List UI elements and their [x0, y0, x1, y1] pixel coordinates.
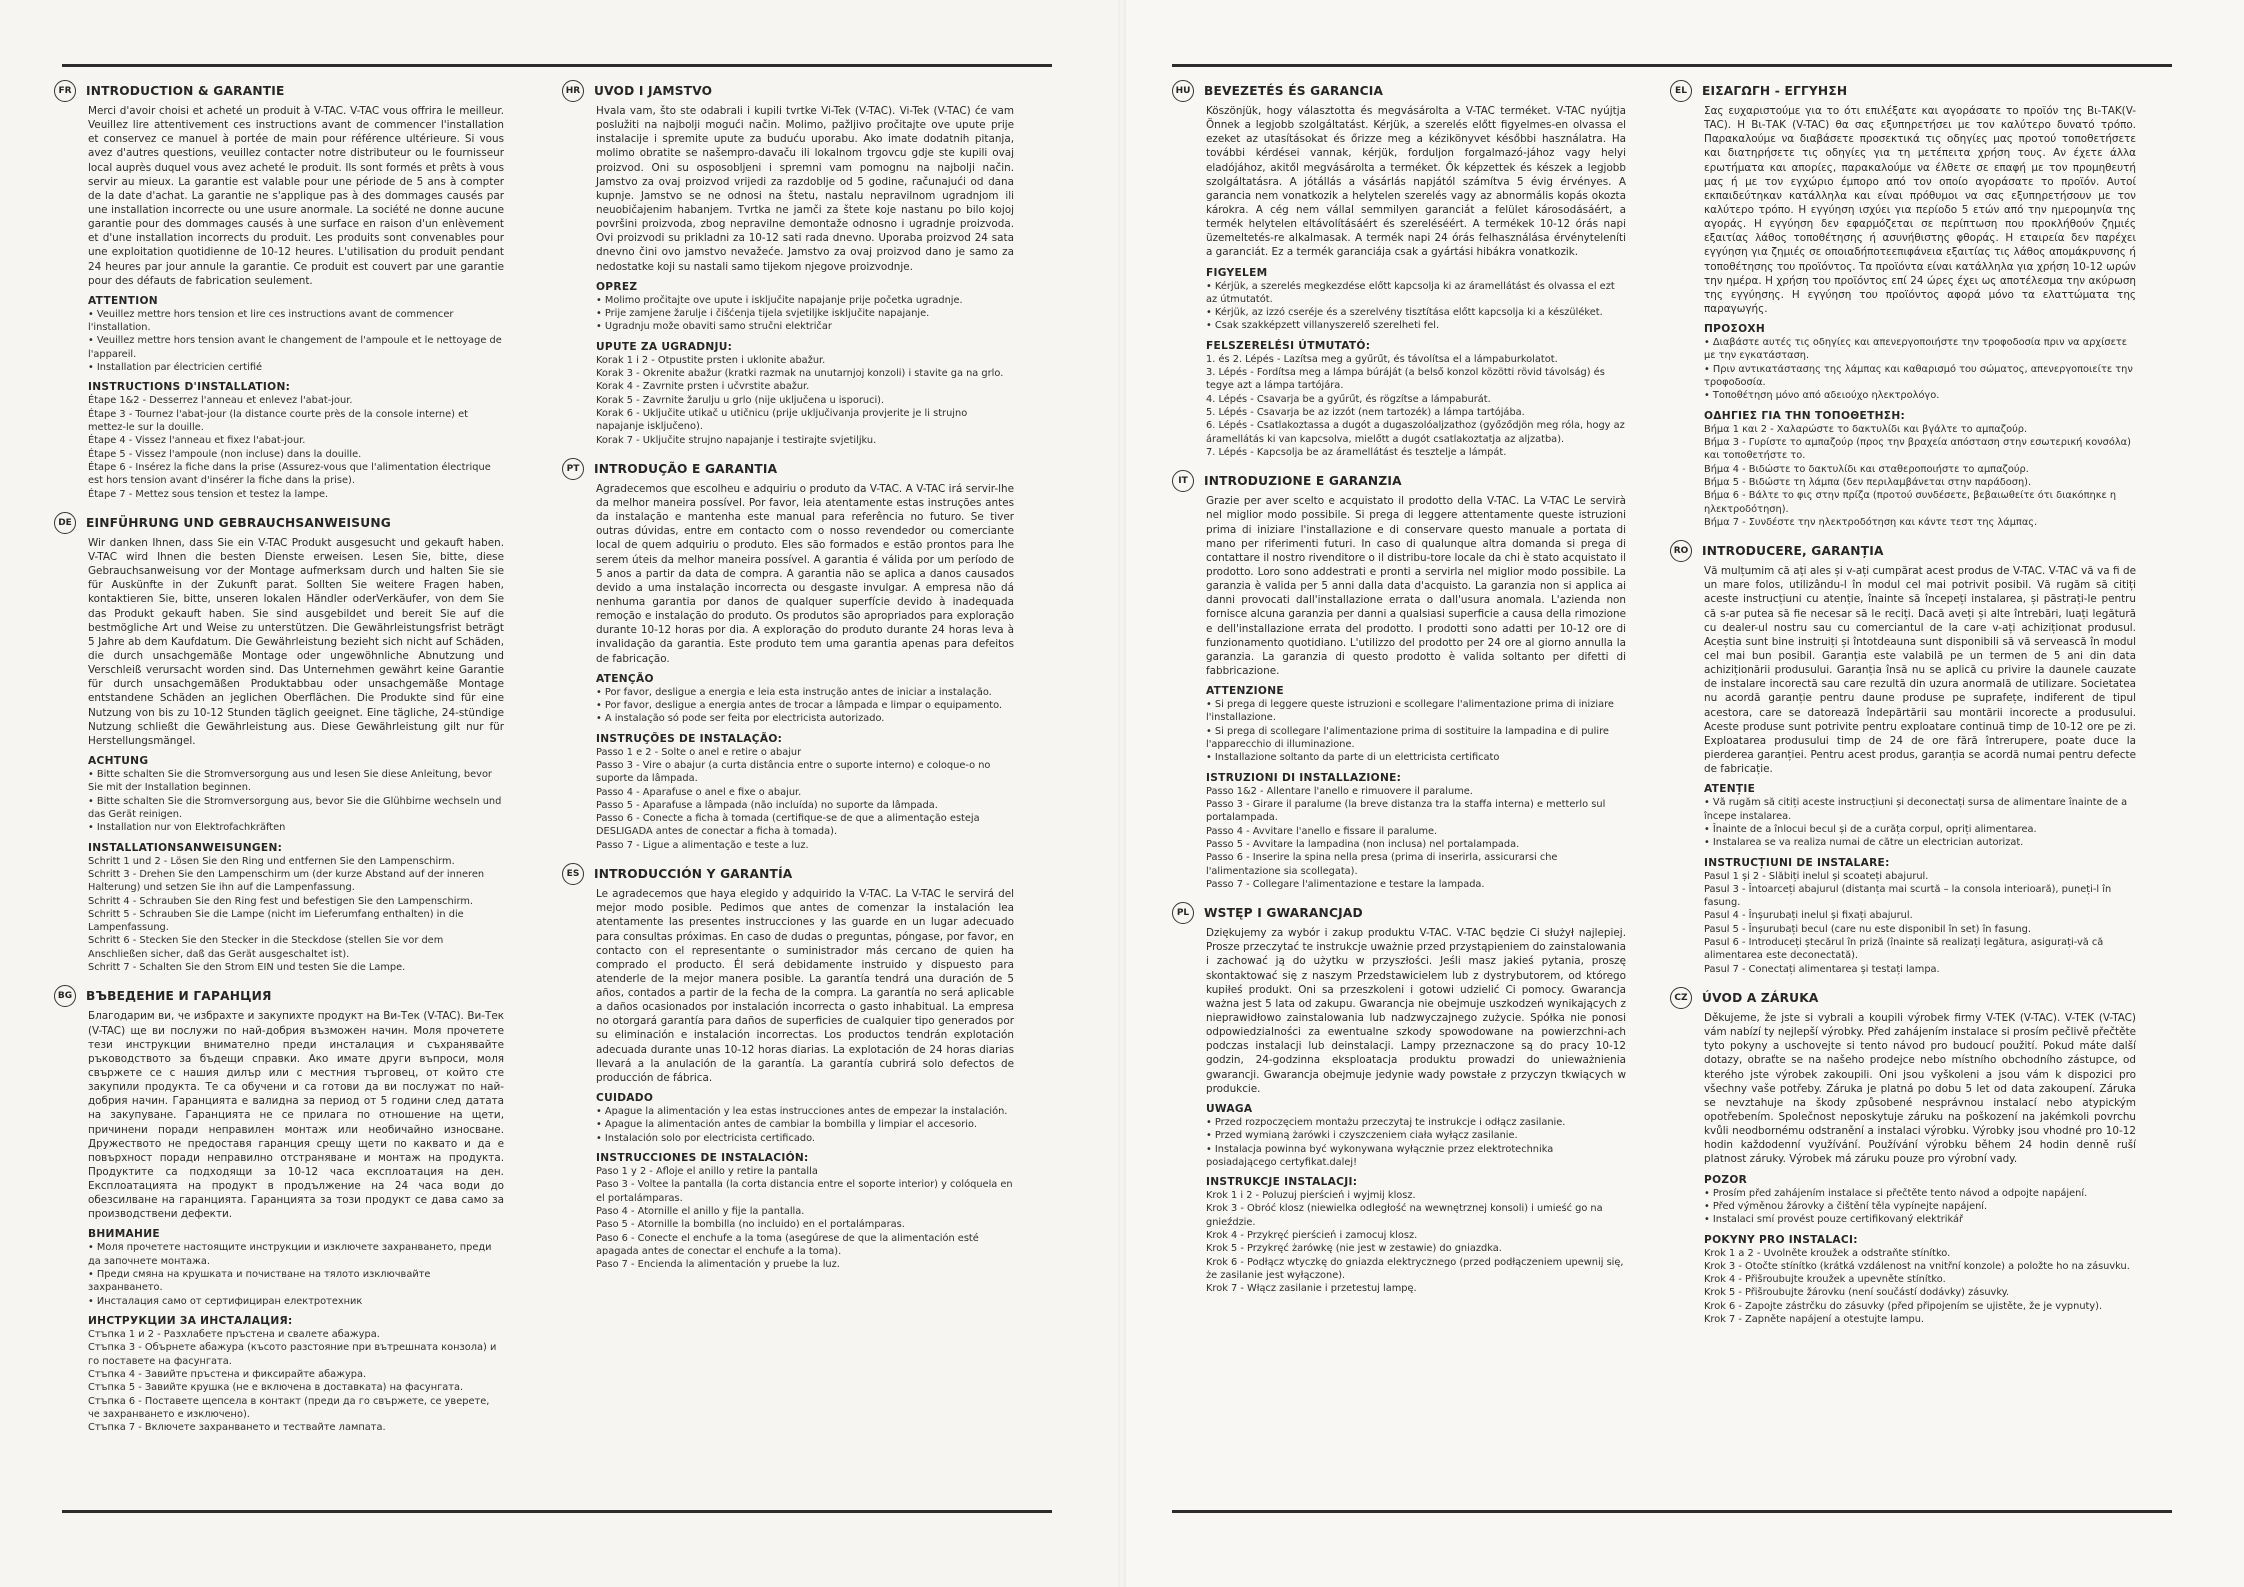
step-item: 6. Lépés - Csatlakoztassa a dugót a dugaszolóaljzathoz (győződjön meg róla, hogy az áramellátás ki van kapcsolva, mielőtt a dugót csatlakoztatja az aljzatba). — [1206, 420, 1625, 445]
step-item: Krok 7 - Włącz zasilanie i przetestuj lampę. — [1206, 1283, 1417, 1295]
step-item: Étape 3 - Tournez l'abat-jour (la distance courte près de la console interne) et mettez-le sur la douille. — [88, 408, 468, 434]
caution-item: • Apague la alimentación y lea estas instrucciones antes de empezar la instalación. — [596, 1106, 1008, 1118]
steps-title: INSTRUCCIONES DE INSTALACIÓN: — [596, 1151, 809, 1164]
step-item: Korak 7 - Uključite strujno napajanje i testirajte svjetiljku. — [596, 434, 877, 446]
caution-item: • Instalación solo por electricista certificado. — [596, 1132, 816, 1144]
step-item: Korak 6 - Uključite utikač u utičnicu (prije uključivanja provjerite je li strujno napajanje isključeno). — [596, 407, 968, 433]
step-item: Passo 4 - Avvitare l'anello e fissare il paralume. — [1206, 825, 1438, 837]
section-title: UVOD I JAMSTVO — [594, 84, 713, 98]
caution-item: • Molimo pročitajte ove upute i isključite napajanje prije početka ugradnje. — [596, 294, 963, 306]
caution-item: • Bitte schalten Sie die Stromversorgung aus, bevor Sie die Glühbirne wechseln und das Gerät reinigen. — [88, 795, 502, 820]
section-de — [58, 512, 504, 974]
caution-title: OPREZ — [596, 280, 638, 293]
step-item: 3. Lépés - Fordítsa meg a lámpa búráját (a belső konzol közötti rövid távolság) és tegye azt a lámpa tartójára. — [1206, 367, 1605, 392]
step-item: Passo 5 - Aparafuse a lâmpada (não incluída) no suporte da lâmpada. — [596, 799, 938, 811]
flag-badge-ro: RO — [1670, 540, 1692, 562]
flag-badge-pl: PL — [1172, 902, 1194, 924]
steps-title: ΟΔΗΓΙΕΣ ΓΙΑ ΤΗΝ ΤΟΠΟΘΕΤΗΣΗ: — [1704, 409, 1906, 422]
caution-item: • Installation par électricien certifié — [88, 362, 263, 374]
caution-title: ΠΡΟΣΟΧΗ — [1704, 323, 1766, 336]
section-el — [1675, 80, 2136, 529]
step-item: Schritt 1 und 2 - Lösen Sie den Ring und entfernen Sie den Lampenschirm. — [88, 855, 455, 867]
caution-item: • Prije zamjene žarulje i čišćenja tijela svjetiljke isključite napajanje. — [596, 308, 930, 319]
section-body: Wir danken Ihnen, dass Sie ein V-TAC Produkt ausgesucht und gekauft haben. V-TAC wird Ihnen die besten Dienste erweisen. Lesen Sie, bitte, diese Gebrauchsanweisung vor der Montage aufmerksam durch und halten Sie sie für Auskünfte in der Zukunft parat. Sollten Sie weitere Fragen haben, kontaktieren Sie, bitte, unseren lokalen Händler oderVerkäufer, von dem Sie das Produkt gekauft haben. Sie sind ausgebildet und bereit Sie auf die bestmögliche Art und Weise zu unterstützen. Die Gewährleistungsfrist beträgt 5 Jahre ab dem Kaufdatum. Die Gewährleistung bezieht sich nicht auf Schäden, die durch unsachgemäße Montage oder ungewöhnliche Abnutzung und Verschleiß verursacht worden sind. Das Unternehmen gewährt keine Garantie für durch unsachgemäßen Produktabbau oder unsachgemäße Montage entstandene Schäden an jeglichen Oberflächen. Die Produkte sind für eine Nutzung von bis zu 10-12 Stunden täglich geeignet. Eine tägliche, 24-stündige Nutzung schließt die Gewährleistung aus. Diese Gewährleistung gilt nur für Herstellungsmängel. — [88, 536, 504, 747]
section-body: Vă mulțumim că ați ales și v-ați cumpărat acest produs de V-TAC. V-TAC vă va fi de un mare folos, utilizându-l în modul cel mai potrivit posibil. Vă rugăm să citiți aceste instrucțiuni cu atenție, înainte să începeți instalarea, și păstrați-le pentru că s-ar putea să fie necesar să le reciți. Dacă aveți și alte întrebări, luați legătură cu dealer-ul nostru sau cu comerciantul de la care v-ați achiziționat produsul. Aceștia sunt bine instruiți și întotdeauna sunt disponibili să vă servească în modul cel mai bun posibil. Garanția este valabilă pe un termen de 5 ani din data achiziționării produsului. Garanția însă nu se aplică cu privire la daunele cauzate de instalare incorectă sau care rezultă din uzura anormală de utilizare. Societatea nu acordă garanție pentru daune produse pe suprafețe, indiferent de tipul acestora, care se datorează îndepărtării sau montării incorecte a produsului. Aceste produse sunt potrivite pentru exploatare continuă timp de 10-12 ore pe zi. Exploatarea produsului timp de 24 de ore fără întrerupere, poate duce la pierderea garanției. Pentru acest produs, garanția se acordă numai pentru defecte de fabricație. — [1704, 565, 2136, 776]
step-item: Paso 3 - Voltee la pantalla (la corta distancia entre el soporte interior) y colóquela en el portalámparas. — [596, 1179, 1013, 1204]
step-item: Krok 1 a 2 - Uvolněte kroužek a odstraňte stínítko. — [1704, 1247, 1951, 1259]
step-item: Étape 1&2 - Desserrez l'anneau et enlevez l'abat-jour. — [88, 395, 353, 407]
step-item: Стъпка 7 - Включете захранването и тествайте лампата. — [88, 1422, 386, 1434]
step-item: 1. és 2. Lépés - Lazítsa meg a gyűrűt, és távolítsa el a lámpaburkolatot. — [1206, 353, 1558, 365]
column-1 — [57, 80, 504, 1505]
section-title: ÚVOD A ZÁRUKA — [1702, 991, 1819, 1006]
section-hr — [565, 80, 1014, 447]
section-body: Grazie per aver scelto e acquistato il prodotto della V-TAC. La V-TAC Le servirà nel miglior modo possibile. Si prega di leggere attentamente queste istruzioni prima di iniziare l'installazione e di conservare questo manuale a portata di mano per riferimenti futuri. In caso di qualunque altra domanda si prega di contattare il nostro rivenditore o il distribu-tore locale da chi è stato acquistato il prodotto. Loro sono addestrati e pronti a servirla nel miglior modo possibile. La garanzia è valida per 5 anni dalla data d'acquisto. La garanzia non si applica ai danni provocati dall'installazione errata o dall'usura anomala. L'azienda non fornisce alcuna garanzia per danni a qualsiasi superficie a causa della rimozione e dell'installazione errata del prodotto. I prodotti sono adatti per 10-12 ore di funzionamento quotidiano. L'utilizzo del prodotto per 24 ore al giorno annulla la garanzia. La garanzia di questo prodotto è valida soltanto per difetti di fabbricazione. — [1206, 495, 1626, 677]
flag-badge-hr: HR — [562, 80, 584, 102]
section-ro — [1673, 540, 2136, 976]
step-item: Passo 5 - Avvitare la lampadina (non inclusa) nel portalampada. — [1206, 838, 1520, 850]
column-3 — [1175, 80, 1626, 1505]
caution-item: • Apague la alimentación antes de cambiar la bombilla y limpiar el accesorio. — [596, 1119, 977, 1131]
caution-item: • Διαβάστε αυτές τις οδηγίες και απενεργοποιήστε την τροφοδοσία πριν να αρχίσετε με την εγκατάσταση. — [1704, 337, 2128, 362]
step-item: Schritt 4 - Schrauben Sie den Ring fest und befestigen Sie den Lampenschirm. — [88, 895, 473, 907]
caution-item: • Τοποθέτηση μόνο από αδειούχο ηλεκτρολόγο. — [1704, 390, 1940, 402]
caution-item: • Por favor, desligue a energia e leia esta instrução antes de iniciar a instalação. — [596, 686, 992, 698]
flag-badge-hu: HU — [1172, 80, 1194, 102]
steps-title: INSTRUKCJE INSTALACJI: — [1206, 1176, 1358, 1189]
section-title: INTRODUZIONE E GARANZIA — [1204, 474, 1402, 489]
bottom-rule-right — [1172, 1510, 2172, 1513]
caution-item: • Ugradnju može obaviti samo stručni električar — [596, 321, 832, 333]
flag-badge-el: EL — [1670, 80, 1692, 102]
step-item: Krok 3 - Obróć klosz (niewielka odległość na wewnętrznej konsoli) i umieść go na gnieździe. — [1206, 1203, 1603, 1228]
section-title: INTRODUÇÃO E GARANTIA — [594, 461, 778, 476]
caution-item: • Veuillez mettre hors tension avant le changement de l'ampoule et le nettoyage de l'appareil. — [88, 335, 502, 360]
caution-title: ATTENTION — [88, 294, 158, 307]
steps-title: ISTRUZIONI DI INSTALLAZIONE: — [1206, 771, 1402, 784]
caution-item: • Моля прочетете настоящите инструкции и изключете захранването, преди да започнете монтажа. — [88, 1242, 492, 1267]
section-title: INTRODUCCIÓN Y GARANTÍA — [594, 867, 793, 882]
step-item: Schritt 7 - Schalten Sie den Strom EIN und testen Sie die Lampe. — [88, 962, 406, 974]
section-title: INTRODUCTION & GARANTIE — [86, 84, 285, 98]
step-item: Paso 4 - Atornille el anillo y fije la pantalla. — [596, 1205, 805, 1217]
step-item: Passo 4 - Aparafuse o anel e fixe o abajur. — [596, 786, 802, 798]
step-item: Krok 5 - Přišroubujte žárovku (není součástí dodávky) zásuvky. — [1704, 1287, 2010, 1299]
caution-item: • Veuillez mettre hors tension et lire ces instructions avant de commencer l'installation. — [88, 308, 454, 334]
section-body: Merci d'avoir choisi et acheté un produit à V-TAC. V-TAC vous offrira le meilleur. Veuillez lire attentivement ces instructions avant de commencer l'installation et conservez ce manuel à portée de main pour référence ultérieure. Si vous avez d'autres questions, veuillez contacter notre distributeur ou le fournisseur local auprès duquel vous avez acheté le produit. Ils sont formés et prêts à vous servir au mieux. La garantie est valable pour une période de 5 ans à compter de la date d'achat. La garantie ne s'applique pas à des dommages causés par une installation incorrecte ou une usure anormale. La société ne donne aucune garantie pour des dommages causés à une surface en raison d'un enlèvement et d'une installation incorrects du produit. Les produits sont convenables pour une exploitation quotidienne de 10-12 heures. L'utilisation du produit pendant 24 heures par jour annule la garantie. Ce produit est couvert par une garantie pour des défauts de fabrication seulement. — [88, 105, 504, 287]
column-2 — [565, 80, 1014, 1505]
caution-item: • Installation nur von Elektrofachkräften — [88, 822, 286, 834]
flag-badge-es: ES — [562, 863, 584, 885]
steps-title: ИНСТРУКЦИИ ЗА ИНСТАЛАЦИЯ: — [88, 1315, 293, 1328]
step-item: Étape 6 - Insérez la fiche dans la prise (Assurez-vous que l'alimentation électrique est hors tension avant d'insérer la fiche dans la prise). — [88, 461, 491, 487]
caution-title: POZOR — [1704, 1173, 1748, 1186]
step-item: Paso 5 - Atornille la bombilla (no incluido) en el portalámparas. — [596, 1219, 905, 1231]
step-item: Стъпка 3 - Обърнете абажура (късото разстояние при вътрешната конзола) и го поставете на фасунгата. — [88, 1342, 497, 1367]
flag-badge-it: IT — [1172, 470, 1194, 492]
flag-badge-fr: FR — [54, 80, 76, 102]
section-body: Dziękujemy za wybór i zakup produktu V-TAC. V-TAC będzie Ci służył najlepiej. Prosze przeczytać te instrukcje uważnie przed przystąpieniem do zainstalowania i zachować ją do użytku w przyszłości. Jeśli masz jakieś pytania, proszę skontaktować się z naszym Przedstawicielem lub z dystrybutorem, od którego kupiłeś produkt. Oni sa przeszkoleni i gotowi udzielić Ci pomocy. Gwarancja ważna jest 5 lata od zakupu. Gwarancja nie obejmuje uszkodzeń wynikających z nieprawidłowo zainstalowania lub nadzwyczajnego zużycie. Spółka nie ponosi odpowiedzialności za ewentualne szkody spowodowane na powierzchni-ach podczas instalacji lub deinstalacji. Lampy przeznaczone są do pracy 10-12 godzin, 24-godzinna eksploatacja produktu prowadzi do unieważnienia gwarancji. Gwarancja obejmuje jedynie wady powstałe z przyczyn tkwiących w produkcie. — [1206, 927, 1626, 1095]
step-item: Pasul 1 și 2 - Slăbiți inelul și scoateți abajurul. — [1704, 870, 1929, 882]
caution-item: • Πριν αντικατάστασης της λάμπας και καθαρισμό του σώματος, απενεργοποιείτε την τροφοδοσία. — [1704, 363, 2133, 389]
caution-item: • Před výměnou žárovky a čištění těla vypínejte napájení. — [1704, 1200, 1988, 1212]
section-title: WSTĘP I GWARANCJAD — [1204, 906, 1363, 921]
section-title: EINFÜHRUNG UND GEBRAUCHSANWEISUNG — [86, 515, 391, 530]
step-item: 4. Lépés - Csavarja be a gyűrűt, és rögzítse a lámpaburát. — [1206, 393, 1491, 405]
section-body: Le agradecemos que haya elegido y adquirido la V-TAC. La V-TAC le servirá del mejor modo posible. Pedimos que antes de comenzar la instalación lea atentamente las presentes instrucciones y las guarde en un lugar adecuado para consultas próximas. En caso de dudas o preguntas, póngase, por favor, en contacto con el representante o suministrador más cercano de quien ha comprado el producto. Él será debidamente instruido y dispuesto para atenderle de la mejor manera posible. La garantía tendrá una duración de 5 años, contados a partir de la fecha de la compra. La garantía no será aplicable a daños ocasionados por instalación incorrecta o gasto inhabitual. La empresa no otorgará garantía para daños de superficies de cualquier tipo generados por su eliminación e instalación incorrectas. Los productos tendrán explotación adecuada durante unas 10-12 horas diarias. La explotación de 24 horas diarias llevará a la anulación de la garantía. La garantía cubrirá solo defectos de producción de fábrica. — [596, 888, 1014, 1084]
caution-item: • Bitte schalten Sie die Stromversorgung aus und lesen Sie diese Anleitung, bevor Sie mit der Installation beginnen. — [88, 769, 492, 794]
step-item: Paso 7 - Encienda la alimentación y pruebe la luz. — [596, 1259, 840, 1271]
step-item: 7. Lépés - Kapcsolja be az áramellátást és tesztelje a lámpát. — [1206, 446, 1507, 458]
step-item: Passo 6 - Inserire la spina nella presa (prima di inserirla, assicurarsi che l'alimentazione sia scollegata). — [1206, 852, 1558, 877]
center-fold — [1118, 0, 1126, 1587]
step-item: Passo 1 e 2 - Solte o anel e retire o abajur — [596, 746, 802, 758]
section-title: ΕΙΣΑΓΩΓΗ - ΕΓΓΥΗΣΗ — [1702, 84, 1848, 98]
caution-title: CUIDADO — [596, 1092, 654, 1105]
steps-title: FELSZERELÉSI ÚTMUTATÓ: — [1206, 339, 1371, 352]
step-item: Passo 1&2 - Allentare l'anello e rimuovere il paralume. — [1206, 785, 1473, 797]
step-item: Passo 6 - Conecte a ficha à tomada (certifique-se de que a alimentação esteja DESLIGADA antes de conectar a ficha à tomada). — [596, 813, 980, 838]
step-item: Krok 4 - Przykręć pierścień i zamocuj klosz. — [1206, 1230, 1418, 1242]
flag-badge-de: DE — [54, 512, 76, 534]
caution-item: • Si prega di leggere queste istruzioni e scollegare l'alimentazione prima di iniziare l'installazione. — [1206, 699, 1614, 724]
step-item: Krok 1 i 2 - Poluzuj pierścień i wyjmij klosz. — [1206, 1190, 1416, 1202]
steps-title: INSTALLATIONSANWEISUNGEN: — [88, 841, 283, 854]
step-item: Krok 5 - Przykręć żarówkę (nie jest w zestawie) do gniazdka. — [1206, 1243, 1502, 1255]
flag-badge-pt: PT — [562, 458, 584, 480]
bottom-rule-left — [62, 1510, 1052, 1513]
caution-item: • Înainte de a înlocui becul și de a curăța corpul, opriți alimentarea. — [1704, 823, 2037, 835]
caution-item: • Przed wymianą żarówki i czyszczeniem ciała wyłącz zasilanie. — [1206, 1130, 1518, 1142]
caution-item: • Csak szakképzett villanyszerelő szerelheti fel. — [1206, 320, 1440, 332]
step-item: Βήμα 7 - Συνδέστε την ηλεκτροδότηση και κάντε τεστ της λάμπας. — [1704, 516, 2038, 528]
step-item: Korak 5 - Zavrnite žarulju u grlo (nije uključena u isporuci). — [596, 394, 885, 406]
step-item: Étape 5 - Vissez l'ampoule (non incluse) dans la douille. — [88, 448, 362, 460]
flag-badge-bg: BG — [54, 985, 76, 1007]
section-pt — [566, 458, 1014, 852]
caution-item: • Por favor, desligue a energia antes de trocar a lâmpada e limpar o equipamento. — [596, 699, 1003, 711]
section-bg — [57, 985, 504, 1434]
section-body: Köszönjük, hogy választotta és megvásárolta a V-TAC terméket. V-TAC nyújtja Önnek a legjobb szolgáltatást. Kérjük, a szerelés előtt figyelmes-en olvassa el ezeket az utasításokat és őrizze meg a kézikönyvet későbbi használatra. Ha további kérdései vannak, kérjük, forduljon forgalmazó-jához vagy helyi eladójához, akitől megvásárolta a terméket. Ők képzettek és készek a legjobb szolgáltatásra. A jótállás a vásárlás napjától számítva 5 évig érvényes. A garancia nem vonatkozik a helytelen szerelés vagy az abnormális kopás okozta károkra. A cég nem vállal semmilyen garanciát a felület károsodásáért, a termék helytelen eltávolításáért és szereléséért. A termékek 10-12 órás napi üzemeltetés-re alkalmasak. A termék napi 24 órás felhasználása érvényteleníti a garanciát. Ez a termék garanciája csak a gyártási hibákra vonatkozik. — [1206, 105, 1626, 259]
step-item: Passo 7 - Collegare l'alimentazione e testare la lampada. — [1206, 878, 1485, 890]
caution-item: • Instalacja powinna być wykonywana wyłącznie przez elektrotechnika posiadającego certyfikat.dalej! — [1206, 1143, 1554, 1168]
step-item: Paso 6 - Conecte el enchufe a la toma (asegúrese de que la alimentación esté apagada antes de conectar el enchufe a la toma). — [596, 1232, 979, 1257]
step-item: Стъпка 6 - Поставете щепсела в контакт (преди да го свържете, се уверете, че захранването е изключено). — [88, 1395, 490, 1420]
steps-title: INSTRUÇÕES DE INSTALAÇÃO: — [596, 732, 783, 745]
step-item: Стъпка 5 - Завийте крушка (не е включена в доставката) на фасунгата. — [88, 1382, 464, 1394]
step-item: Krok 3 - Otočte stínítko (krátká vzdálenost na vnitřní konzole) a položte ho na zásuvku. — [1704, 1260, 2130, 1272]
top-rule-left — [62, 64, 1052, 67]
step-item: Étape 4 - Vissez l'anneau et fixez l'abat-jour. — [88, 435, 306, 447]
section-fr — [58, 80, 504, 501]
step-item: Paso 1 y 2 - Afloje el anillo y retire la pantalla — [596, 1165, 818, 1177]
steps-title: INSTRUCTIONS D'INSTALLATION: — [88, 381, 291, 394]
caution-title: ATENÇÃO — [596, 672, 654, 685]
step-item: Krok 6 - Podłącz wtyczkę do gniazda elektrycznego (przed podłączeniem upewnij się, że zasilanie jest wyłączone). — [1206, 1256, 1624, 1281]
section-title: INTRODUCERE, GARANȚIA — [1702, 544, 1884, 559]
step-item: Passo 7 - Ligue a alimentação e teste a luz. — [596, 839, 809, 851]
caution-item: • Instalarea se va realiza numai de către un electrician autorizat. — [1704, 837, 2024, 849]
step-item: Schritt 5 - Schrauben Sie die Lampe (nicht im Lieferumfang enthalten) in die Lampenfassung. — [88, 908, 464, 934]
caution-item: • Przed rozpoczęciem montażu przeczytaj te instrukcje i odłącz zasilanie. — [1206, 1116, 1566, 1128]
step-item: Schritt 3 - Drehen Sie den Lampenschirm um (der kurze Abstand auf der inneren Halterung) und setzen Sie ihn auf die Lampenfassung. — [88, 868, 485, 894]
caution-item: • Инсталация само от сертифициран електротехник — [88, 1295, 363, 1307]
step-item: Βήμα 5 - Βιδώστε τη λάμπα (δεν περιλαμβάνεται στην παράδοση). — [1704, 476, 2032, 488]
caution-item: • Installazione soltanto da parte di un elettricista certificato — [1206, 752, 1500, 764]
steps-title: INSTRUCȚIUNI DE INSTALARE: — [1704, 856, 1890, 869]
step-item: Passo 3 - Vire o abajur (a curta distância entre o suporte interno) e coloque-o no suporte da lâmpada. — [596, 759, 991, 785]
step-item: Schritt 6 - Stecken Sie den Stecker in die Steckdose (stellen Sie vor dem Anschließen sicher, daß das Gerät ausgeschaltet ist). — [88, 935, 444, 960]
caution-title: ВНИМАНИЕ — [88, 1228, 160, 1241]
caution-item: • Prosím před zahájením instalace si přečtěte tento návod a odpojte napájení. — [1704, 1187, 2088, 1199]
step-item: Korak 4 - Zavrnite prsten i učvrstite abažur. — [596, 381, 810, 393]
caution-title: FIGYELEM — [1206, 266, 1268, 279]
top-rule-right — [1172, 64, 2172, 67]
step-item: Passo 3 - Girare il paralume (la breve distanza tra la staffa interna) e metterlo sul portalampada. — [1206, 799, 1606, 824]
caution-item: • Vă rugăm să citiți aceste instrucțiuni și deconectați sursa de alimentare înainte de a începe instalarea. — [1704, 797, 2128, 822]
caution-item: • Si prega di scollegare l'alimentazione prima di sostituire la lampadina e di pulire l'apparecchio di illuminazione. — [1206, 725, 1609, 751]
section-es — [566, 863, 1014, 1271]
step-item: Pasul 3 - Întoarceți abajurul (distanța mai scurtă – la consola interioară), puneți-l în fasung. — [1704, 883, 2112, 909]
step-item: Étape 7 - Mettez sous tension et testez la lampe. — [88, 488, 329, 500]
steps-title: UPUTE ZA UGRADNJU: — [596, 340, 733, 353]
step-item: Βήμα 4 - Βιδώστε το δακτυλίδι και σταθεροποιήστε το αμπαζούρ. — [1704, 463, 2029, 475]
caution-title: ATENȚIE — [1704, 783, 1756, 796]
section-pl — [1176, 902, 1626, 1295]
step-item: Pasul 4 - Înșurubați inelul și fixați abajurul. — [1704, 910, 1913, 922]
section-hu — [1175, 80, 1626, 459]
section-body: Hvala vam, što ste odabrali i kupili tvrtke Vi-Tek (V-TAC). Vi-Tek (V-TAC) će vam poslužiti na najbolji mogući način. Molimo, pažljivo pročitajte ove upute prije instalacije i spremite upute za buduću uporabu. Ako imate dodatnih pitanja, molimo obratite se našempro-davaču ili lokalnom trgovcu gdje ste kupili ovaj proizvod. Oni su osposobljeni i spremni vam pomognu na najbolji način. Jamstvo za ovaj proizvod vrijedi za razdoblje od 5 godine, računajući od dana kupnje. Jamstvo se ne odnosi na štetu, nastalu nepravilnom ugradnjom ili neuobičajenim habanjem. Tvrtka ne jamči za štete koje nastanu po bilo kojoj površini proizvoda, zbog nepravilne demontaže odnosno i ugradnje proizvoda. Ovi proizvodi su prikladni za 10-12 sati rada dnevno. Uporaba proizvod 24 sata dnevno čini ovo jamstvo nevažeće. Jamstvo za ovaj proizvod dano je samo za nedostatke koji su nastali samo tijekom njegove proizvodnje. — [596, 105, 1014, 273]
step-item: Стъпка 1 и 2 - Разхлабете пръстена и свалете абажура. — [88, 1329, 380, 1341]
caution-title: UWAGA — [1206, 1102, 1253, 1115]
step-item: Pasul 6 - Introduceți ștecărul în priză (înainte să realizați legătura, asigurați-vă că alimentarea este deconectată). — [1704, 937, 2104, 962]
step-item: Korak 3 - Okrenite abažur (kratki razmak na unutarnjoj konzoli) i stavite ga na grlo. — [596, 367, 1004, 379]
section-body: Σας ευχαριστούμε για το ότι επιλέξατε και αγοράσατε το προϊόν της Βι-ΤΑΚ(V-TAC). Η Βι-ΤΑΚ (V-TAC) θα σας εξυπηρετήσει με τον καλύτερο δυνατό τρόπο. Παρακαλούμε να διαβάσετε προσεκτικά τις οδηγίες μας προτού τοποθετήσετε και διατηρήσετε τις οδηγίες για τη μετέπειτα χρήση τους. Αν έχετε άλλα ερωτήματα και απορίες, παρακαλούμε να έλθετε σε επαφή με τον προμηθευτή μας ή με τον εγχώριο έμπορο από τον οποίο αγοράσατε το προϊόν. Αυτοί εκπαιδεύτηκαν κατάλληλα και είναι πρόθυμοι να σας εξυπηρετήσουν με τον καλύτερο τρόπο. Η εγγύηση ισχύει για περίοδο 5 ετών από την ημερομηνία της αγοράς. Η εγγύηση δεν εφαρμόζεται σε περίπτωση που προκλήθούν ζημιές εξαιτίας λάθος τοποθέτησης ή ασυνήθιστης φθοράς. Η εταιρεία δεν παρέχει εγγύηση για ζημιές σε οποιαδήποτεεπιφάνεια εξαιτίας τις λάθος απομάκρυνσης ή τοποθέτησης του προϊόντος. Τα προϊόντα είναι κατάλληλα για χρήση 10-12 ωρών την ημέρα. Η χρήση του προϊόντος επί 24 ώρες έχει ως αποτέλεσμα την ακύρωση της εγγύησης. Η εγγύηση του προϊόντος αφορά μόνο τα ελαττώματα της παραγωγής. — [1704, 105, 2136, 315]
section-title: BEVEZETÉS ÉS GARANCIA — [1204, 84, 1384, 98]
section-it — [1178, 470, 1626, 891]
caution-item: • A instalação só pode ser feita por electricista autorizado. — [596, 713, 885, 725]
step-item: Krok 4 - Přišroubujte kroužek a upevněte stínítko. — [1704, 1274, 1946, 1286]
step-item: Βήμα 6 - Βάλτε το φις στην πρίζα (προτού συνδέσετε, βεβαιωθείτε ότι διακόπηκε η ηλεκτροδότηση). — [1704, 490, 2117, 515]
caution-title: ATTENZIONE — [1206, 685, 1284, 698]
step-item: Βήμα 3 - Γυρίστε το αμπαζούρ (προς την βραχεία απόσταση στην εσωτερική κονσόλα) και τοποθετήστε το. — [1704, 436, 2131, 462]
step-item: Krok 6 - Zapojte zástrčku do zásuvky (před připojením se ujistěte, že je vypnuty). — [1704, 1300, 2103, 1312]
step-item: Krok 7 - Zapněte napájení a otestujte lampu. — [1704, 1314, 1925, 1326]
caution-item: • Kérjük, a szerelés megkezdése előtt kapcsolja ki az áramellátást és olvassa el ezt az útmutatót. — [1206, 280, 1615, 305]
section-body: Agradecemos que escolheu e adquiriu o produto da V-TAC. A V-TAC irá servir-lhe da melhor maneira possível. Por favor, leia atentamente estas instruções antes da instalação e mantenha este manual para referência no futuro. Se tiver outras dúvidas, entre em contacto com o nosso revendedor ou comerciante local de quem adquiriu o produto. Eles são formados e estão prontos para lhe serem úteis da melhor maneira possível. A garantia é válida por um período de 5 anos a partir da data de compra. A garantia não se aplica a danos causados devido a uma instalação incorrecta ou desgaste invulgar. A empresa não dá nenhuma garantia por danos de qualquer superfície devido à inadequada remoção e instalação do produto. Os produtos são apropriados para exploração durante 10-12 horas por dia. A exploração do produto durante 24 horas leva à invalidação da garantia. Este produto tem uma garantia apenas para defeitos de fabricação. — [596, 482, 1014, 665]
step-item: Βήμα 1 και 2 - Χαλαρώστε το δακτυλίδι και βγάλτε το αμπαζούρ. — [1704, 423, 2028, 435]
step-item: Korak 1 i 2 - Otpustite prsten i uklonite abažur. — [596, 354, 826, 366]
step-item: Pasul 7 - Conectați alimentarea și testați lampa. — [1704, 963, 1940, 975]
caution-item: • Instalaci smí provést pouze certifikovaný elektrikář — [1704, 1214, 1963, 1226]
section-body: Děkujeme, že jste si vybrali a koupili výrobek firmy V-TEK (V-TAC). V-TEK (V-TAC) vám nabízí ty nejlepší výrobky. Před zahájením instalace si prosím pečlivě přečtěte tyto pokyny a uschovejte si tento návod pro budoucí použití. Pokud máte další dotazy, obraťte se na našeho prodejce nebo místního obchodního zástupce, od kterého jste výrobek zakoupili. Oni jsou vyškoleni a jsou vám k dispozici pro všechny vaše potřeby. Záruka je platná po dobu 5 let od data zakoupení. Záruka se nevztahuje na škody způsobené nesprávnou instalací nebo atypickým opotřebením. Společnost neposkytuje záruku na poškození na jakémkoli povrchu kvůli neodbornému odstranění a instalaci výrobku. Výrobky jsou vhodné pro 10-12 hodin každodenní využívání. Používání výrobku během 24 hodin denně ruší platnost záruky. Výrobek má záruku pouze pro výrobní vady. — [1704, 1012, 2136, 1166]
section-body: Благодарим ви, че избрахте и закупихте продукт на Ви-Тек (V-TAC). Ви-Тек (V-TAC) ще ви послужи по най-добрия възможен начин. Моля прочетете тези инструкции внимателно преди инсталация и съхранявайте ръководството за бъдещи справки. Ако имате други въпроси, моля свържете се с нашия дилър или с местния търговец, от който сте закупили продукта. Те са обучени и са готови да ви послужат по най-добрия начин. Гаранцията е валидна за период от 5 години след датата на закупуване. Гаранцията не се прилага по отношение на щети, причинени поради неправилен монтаж или необичайно износване. Дружеството не предоставя гаранция срещу щети по каквато и да е повърхност поради неправилно отстраняване и монтаж на продукта. Продуктите са подходящи за 10-12 часа експлоатация на ден. Експлоатацията на продукт в продължение на 24 часа води до обезсилване на гаранцията. Гаранцията за този продукт се дава само за производствени дефекти. — [88, 1010, 504, 1221]
step-item: Стъпка 4 - Завийте пръстена и фиксирайте абажура. — [88, 1368, 367, 1380]
caution-title: ACHTUNG — [88, 755, 149, 767]
section-title: ВЪВЕДЕНИЕ И ГАРАНЦИЯ — [86, 989, 272, 1004]
flag-badge-cz: CZ — [1670, 987, 1692, 1009]
steps-title: POKYNY PRO INSTALACI: — [1704, 1233, 1858, 1246]
caution-item: • Kérjük, az izzó cseréje és a szerelvény tisztítása előtt kapcsolja ki a készüléket. — [1206, 307, 1603, 319]
column-4 — [1673, 80, 2136, 1505]
caution-item: • Преди смяна на крушката и почистване на тялото изключвайте захранването. — [88, 1269, 431, 1294]
section-cz — [1674, 987, 2136, 1326]
step-item: Pasul 5 - Înșurubați becul (care nu este disponibil în set) în fasung. — [1704, 923, 2031, 935]
step-item: 5. Lépés - Csavarja be az izzót (nem tartozék) a lámpa tartójába. — [1206, 407, 1525, 419]
